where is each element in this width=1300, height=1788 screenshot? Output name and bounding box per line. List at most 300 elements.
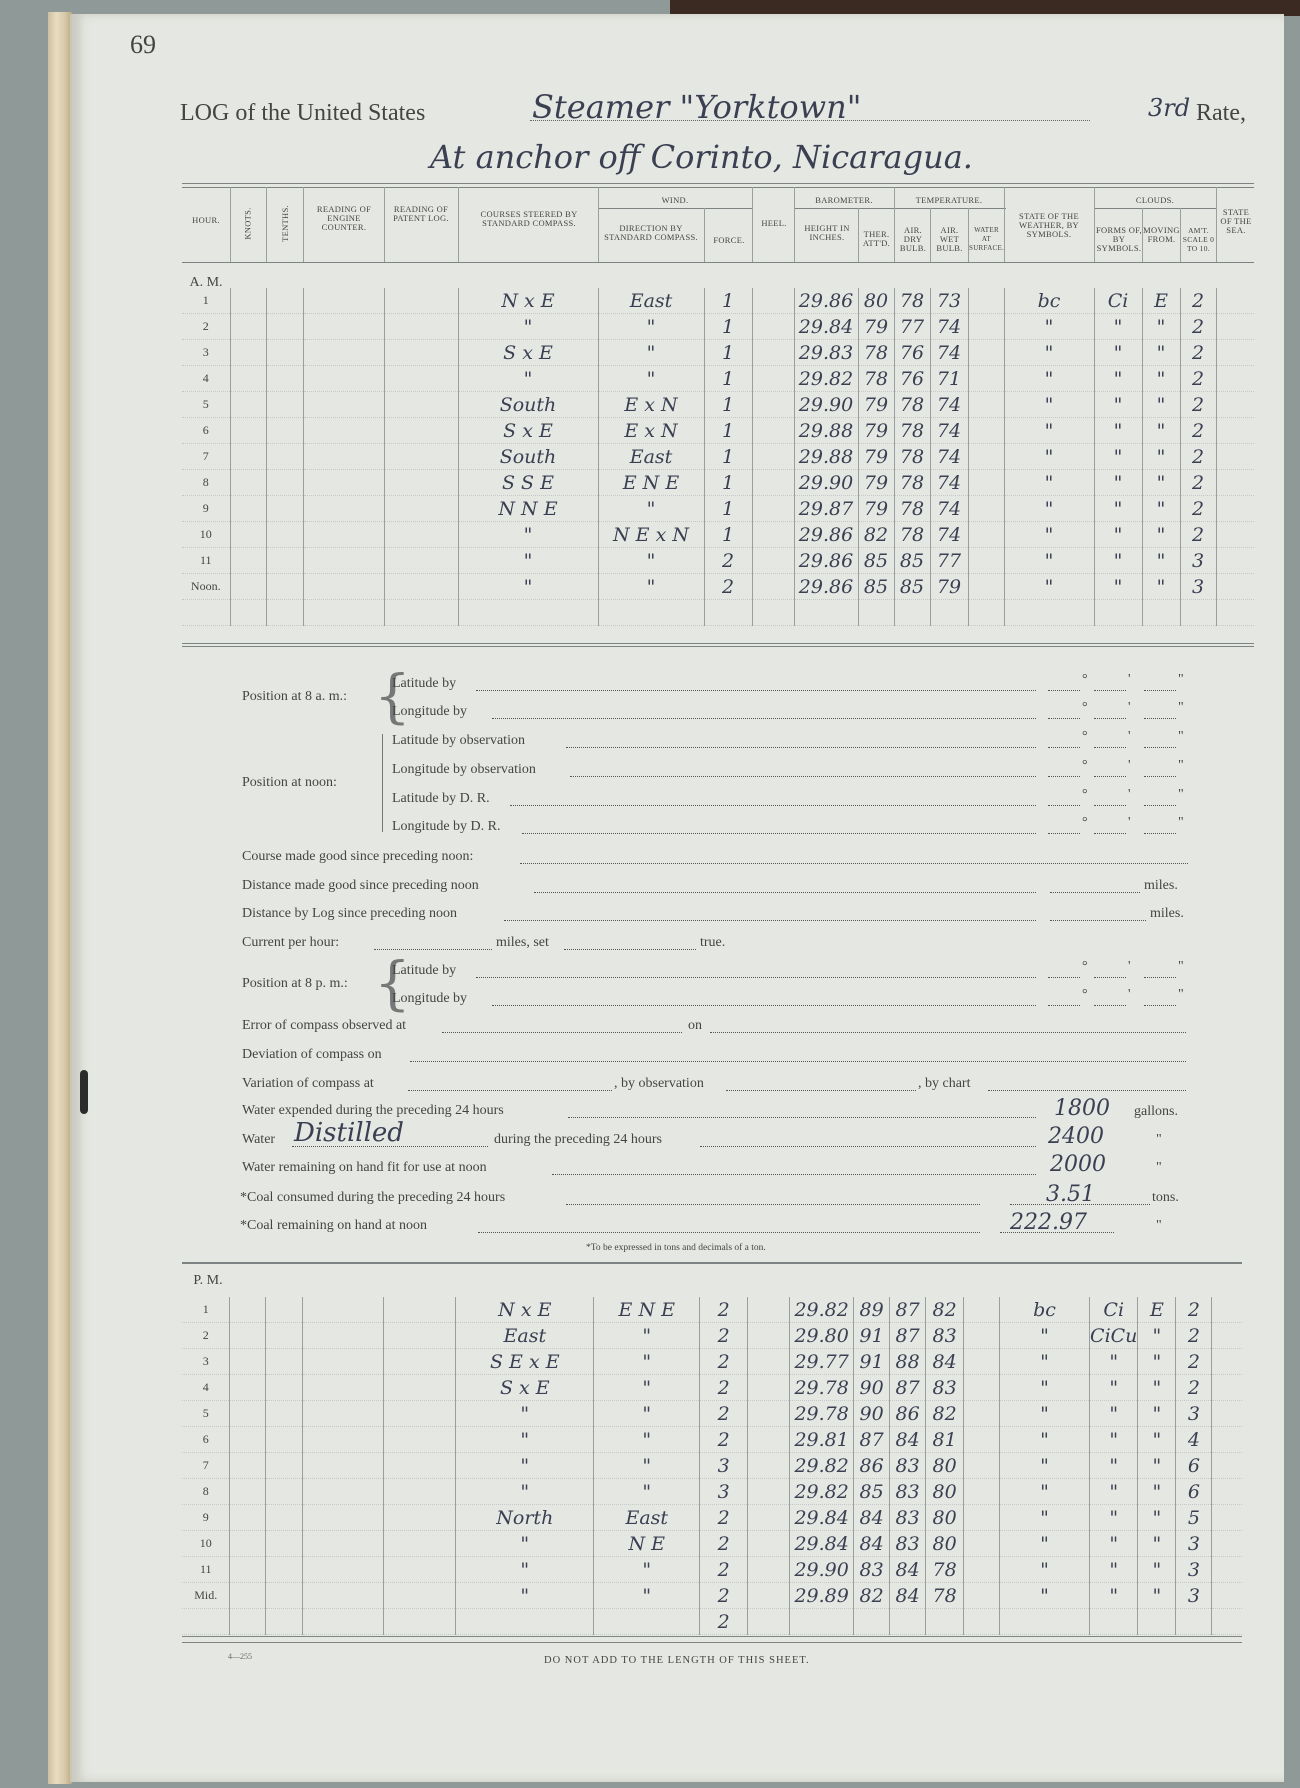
position-min-blank (1094, 747, 1126, 748)
engine-counter-cell (303, 444, 384, 470)
barometer-ther-cell: 83 (854, 1557, 890, 1583)
course-cell: S x E (458, 418, 598, 444)
col-temperature: TEMPERATURE. (915, 195, 983, 205)
position-deg-blank (1048, 1005, 1080, 1006)
barometer-ther-cell: 84 (854, 1531, 890, 1557)
weather-cell: bc (1000, 1297, 1090, 1323)
pos-8pm-lat-line (476, 977, 1036, 978)
barometer-ther-cell: 85 (858, 574, 894, 600)
cloud-moving-cell: " (1142, 574, 1180, 600)
cloud-moving-cell: " (1138, 1427, 1176, 1453)
barometer-height-cell: 29.78 (790, 1375, 854, 1401)
water-remaining-label: Water remaining on hand fit for use at noon (242, 1160, 487, 1175)
wind-force-cell: 2 (700, 1375, 748, 1401)
position-sec-blank (1144, 747, 1176, 748)
col-hour: HOUR. (192, 215, 220, 225)
air-wet-cell: 77 (930, 548, 968, 574)
cloud-amount-cell: 2 (1180, 366, 1216, 392)
weather-cell (1000, 1609, 1090, 1635)
course-cell: " (458, 574, 598, 600)
hour-cell: 5 (182, 1401, 230, 1427)
table-row (182, 444, 1254, 470)
air-dry-cell: 84 (890, 1583, 926, 1609)
weather-cell (1004, 600, 1094, 626)
course-cell: S x E (458, 340, 598, 366)
sea-state-cell (1216, 314, 1254, 340)
cloud-forms-cell: " (1090, 1479, 1138, 1505)
course-made-label: Course made good since preceding noon: (242, 849, 474, 864)
cloud-moving-cell: " (1142, 340, 1180, 366)
hour-cell: 11 (182, 548, 230, 574)
pos-8pm-lat-label: Latitude by (392, 963, 457, 978)
barometer-ther-cell: 79 (858, 418, 894, 444)
barometer-height-cell: 29.90 (790, 1557, 854, 1583)
barometer-height-cell: 29.86 (794, 574, 858, 600)
sea-state-cell (1216, 600, 1254, 626)
position-sec-mark: " (1178, 758, 1184, 773)
knots-cell (230, 1297, 266, 1323)
hour-cell: 1 (182, 1297, 230, 1323)
barometer-ther-cell: 82 (854, 1583, 890, 1609)
cloud-moving-cell (1142, 600, 1180, 626)
air-dry-cell: 88 (890, 1349, 926, 1375)
position-deg-blank (1048, 833, 1080, 834)
position-deg-blank (1048, 690, 1080, 691)
col-courses: COURSES STEERED BY STANDARD COMPASS. (480, 209, 578, 228)
cloud-forms-cell: Ci (1090, 1297, 1138, 1323)
knots-cell (230, 1401, 266, 1427)
air-wet-cell: 74 (930, 496, 968, 522)
table-row (182, 1297, 1242, 1323)
am-table-rule-2 (182, 646, 1254, 647)
tenths-cell (266, 444, 303, 470)
vessel-name: Steamer "Yorktown" (532, 88, 862, 126)
pos-noon-lon-obs-line (570, 776, 1036, 777)
form-number: 4—255 (228, 1652, 252, 1661)
heel-cell (748, 1401, 790, 1427)
pm-log-table (182, 1297, 1242, 1635)
air-wet-cell: 81 (926, 1427, 964, 1453)
deviation-line (410, 1061, 1186, 1062)
weather-cell: " (1004, 548, 1094, 574)
air-dry-cell (890, 1609, 926, 1635)
knots-cell (230, 340, 266, 366)
course-cell: South (458, 444, 598, 470)
hour-cell: 3 (182, 1349, 230, 1375)
coal-remaining-ditto: " (1156, 1218, 1162, 1233)
position-sec-blank (1144, 690, 1176, 691)
patent-log-cell (384, 288, 458, 314)
coal-consumed-label: *Coal consumed during the preceding 24 hours (240, 1190, 506, 1205)
wind-direction-cell: East (598, 288, 704, 314)
cloud-forms-cell: " (1090, 1531, 1138, 1557)
wind-direction-cell: N E x N (598, 522, 704, 548)
water-temp-cell (964, 1401, 1000, 1427)
air-wet-cell: 80 (926, 1531, 964, 1557)
patent-log-cell (384, 574, 458, 600)
hour-cell: 2 (182, 1323, 230, 1349)
water-expended-gallons: gallons. (1134, 1104, 1178, 1119)
sea-state-cell (1216, 366, 1254, 392)
table-row (182, 1609, 1242, 1635)
weather-cell: " (1000, 1583, 1090, 1609)
air-wet-cell: 71 (930, 366, 968, 392)
heel-cell (748, 1453, 790, 1479)
wind-force-cell: 1 (704, 496, 752, 522)
cloud-forms-cell: " (1090, 1583, 1138, 1609)
hdr-div (384, 187, 385, 262)
air-dry-cell: 85 (894, 574, 930, 600)
position-min-blank (1094, 690, 1126, 691)
weather-cell: " (1000, 1479, 1090, 1505)
weather-cell: " (1000, 1323, 1090, 1349)
table-row (182, 1375, 1242, 1401)
water-temp-cell (968, 444, 1004, 470)
col-tenths: TENTHS. (279, 205, 290, 242)
engine-counter-cell (303, 314, 384, 340)
cloud-forms-cell: " (1094, 340, 1142, 366)
cloud-amount-cell: 2 (1180, 444, 1216, 470)
course-cell: East (456, 1323, 594, 1349)
water-remaining-line (552, 1174, 1036, 1175)
cloud-forms-cell (1090, 1609, 1138, 1635)
wind-force-cell: 2 (700, 1557, 748, 1583)
position-sec-blank (1144, 1005, 1176, 1006)
course-cell: " (458, 314, 598, 340)
engine-counter-cell (303, 1349, 384, 1375)
pos-noon-lon-obs-label: Longitude by observation (392, 762, 536, 777)
distance-log-line (504, 920, 1036, 921)
hour-cell: 6 (182, 1427, 230, 1453)
air-dry-cell: 78 (894, 288, 930, 314)
water-temp-cell (968, 522, 1004, 548)
heel-cell (752, 574, 794, 600)
pos-noon-lat-obs-label: Latitude by observation (392, 733, 525, 748)
book-binding (48, 12, 72, 1784)
heel-cell (748, 1583, 790, 1609)
air-wet-cell: 74 (930, 470, 968, 496)
engine-counter-cell (303, 1505, 384, 1531)
engine-counter-cell (303, 1479, 384, 1505)
water-remaining-value: 2000 (1050, 1152, 1106, 1177)
patent-log-cell (384, 1427, 456, 1453)
hour-cell: 7 (182, 444, 230, 470)
barometer-ther-cell: 79 (858, 496, 894, 522)
pos-noon-lon-dr-line (522, 833, 1036, 834)
barometer-height-cell: 29.82 (790, 1453, 854, 1479)
barometer-height-cell: 29.89 (790, 1583, 854, 1609)
patent-log-cell (384, 1531, 456, 1557)
water-expended-value: 1800 (1054, 1096, 1110, 1121)
distance-made-line (534, 892, 1036, 893)
wind-direction-cell: " (598, 314, 704, 340)
heel-cell (748, 1375, 790, 1401)
temperature-subrule (868, 208, 1006, 209)
weather-cell: " (1004, 496, 1094, 522)
barometer-ther-cell: 87 (854, 1427, 890, 1453)
barometer-height-cell: 29.83 (794, 340, 858, 366)
course-cell: " (456, 1531, 594, 1557)
patent-log-cell (384, 366, 458, 392)
cloud-moving-cell: " (1142, 418, 1180, 444)
air-dry-cell: 78 (894, 496, 930, 522)
position-min-blank (1094, 718, 1126, 719)
table-row (182, 522, 1254, 548)
sea-state-cell (1212, 1401, 1242, 1427)
position-sec-blank (1144, 776, 1176, 777)
deviation-label: Deviation of compass on (242, 1047, 382, 1062)
pos-8pm-lon-line (492, 1005, 1036, 1006)
heel-cell (748, 1609, 790, 1635)
hour-cell: Mid. (182, 1583, 230, 1609)
error-compass-label: Error of compass observed at (242, 1018, 407, 1033)
water-temp-cell (964, 1427, 1000, 1453)
hour-cell: 8 (182, 470, 230, 496)
footnote: *To be expressed in tons and decimals of a ton. (586, 1243, 766, 1253)
position-deg-mark: ° (1082, 700, 1088, 715)
engine-counter-cell (303, 288, 384, 314)
engine-counter-cell (303, 1375, 384, 1401)
heel-cell (748, 1557, 790, 1583)
hdr-div (704, 208, 705, 262)
rate-value: 3rd (1148, 94, 1191, 122)
patent-log-cell (384, 1557, 456, 1583)
col-air-dry: AIR. DRY BULB. (899, 225, 927, 253)
tenths-cell (266, 470, 303, 496)
wind-direction-cell: East (594, 1505, 700, 1531)
sea-state-cell (1212, 1297, 1242, 1323)
cloud-amount-cell: 3 (1176, 1583, 1212, 1609)
barometer-height-cell (794, 600, 858, 626)
course-cell: S S E (458, 470, 598, 496)
table-row (182, 1557, 1242, 1583)
rate-label: Rate, (1196, 100, 1246, 126)
knots-cell (230, 470, 266, 496)
sea-state-cell (1212, 1375, 1242, 1401)
knots-cell (230, 418, 266, 444)
air-wet-cell: 83 (926, 1323, 964, 1349)
wind-force-cell: 2 (700, 1531, 748, 1557)
barometer-height-cell: 29.90 (794, 392, 858, 418)
cloud-forms-cell: " (1090, 1401, 1138, 1427)
knots-cell (230, 1427, 266, 1453)
air-dry-cell: 77 (894, 314, 930, 340)
water-temp-cell (964, 1557, 1000, 1583)
air-wet-cell: 82 (926, 1401, 964, 1427)
tenths-cell (266, 548, 303, 574)
engine-counter-cell (303, 1401, 384, 1427)
coal-remaining-label: *Coal remaining on hand at noon (240, 1218, 428, 1233)
water-temp-cell (968, 418, 1004, 444)
hour-cell (182, 600, 230, 626)
pos-noon-label: Position at noon: (242, 775, 337, 790)
wind-direction-cell: " (594, 1401, 700, 1427)
patent-log-cell (384, 340, 458, 366)
barometer-ther-cell: 79 (858, 470, 894, 496)
am-log-table (182, 288, 1254, 626)
patent-log-cell (384, 1375, 456, 1401)
air-dry-cell: 87 (890, 1297, 926, 1323)
cloud-amount-cell (1180, 600, 1216, 626)
current-label: Current per hour: (242, 935, 340, 950)
weather-cell: " (1000, 1505, 1090, 1531)
air-wet-cell: 74 (930, 392, 968, 418)
water-distilled-label: during the preceding 24 hours (494, 1132, 662, 1147)
cloud-moving-cell: " (1142, 522, 1180, 548)
barometer-height-cell: 29.88 (794, 444, 858, 470)
patent-log-cell (384, 522, 458, 548)
wind-direction-cell: " (594, 1557, 700, 1583)
cloud-amount-cell: 2 (1180, 418, 1216, 444)
table-row (182, 1427, 1242, 1453)
water-remaining-ditto: " (1156, 1160, 1162, 1175)
patent-log-cell (384, 1401, 456, 1427)
error-compass-on-line (710, 1032, 1186, 1033)
barometer-ther-cell: 89 (854, 1297, 890, 1323)
col-heel: HEEL. (761, 218, 787, 228)
barometer-ther-cell: 85 (858, 548, 894, 574)
sea-state-cell (1212, 1479, 1242, 1505)
barometer-height-cell: 29.84 (790, 1531, 854, 1557)
patent-log-cell (384, 1349, 456, 1375)
cloud-forms-cell: " (1094, 314, 1142, 340)
hour-cell: 11 (182, 1557, 230, 1583)
position-deg-mark: ° (1082, 959, 1088, 974)
water-temp-cell (968, 366, 1004, 392)
tenths-cell (266, 1479, 303, 1505)
barometer-ther-cell: 80 (858, 288, 894, 314)
wind-force-cell: 2 (700, 1323, 748, 1349)
course-cell: " (456, 1453, 594, 1479)
cloud-amount-cell: 6 (1176, 1479, 1212, 1505)
tenths-cell (266, 496, 303, 522)
wind-direction-cell: " (594, 1323, 700, 1349)
air-wet-cell: 80 (926, 1453, 964, 1479)
wind-force-cell: 2 (700, 1583, 748, 1609)
heel-cell (748, 1349, 790, 1375)
barometer-height-cell: 29.84 (790, 1505, 854, 1531)
weather-cell: " (1000, 1401, 1090, 1427)
knots-cell (230, 522, 266, 548)
patent-log-cell (384, 496, 458, 522)
cloud-moving-cell: " (1138, 1323, 1176, 1349)
cloud-amount-cell: 5 (1176, 1505, 1212, 1531)
position-deg-mark: ° (1082, 815, 1088, 830)
cloud-forms-cell: " (1090, 1349, 1138, 1375)
weather-cell: " (1004, 340, 1094, 366)
water-distilled-handwritten: Distilled (294, 1118, 404, 1148)
hdr-div (752, 187, 753, 262)
sea-state-cell (1212, 1427, 1242, 1453)
heel-cell (752, 366, 794, 392)
col-patent-log: READING OF PATENT LOG. (393, 204, 449, 223)
hour-cell: 9 (182, 496, 230, 522)
position-deg-blank (1048, 718, 1080, 719)
table-row (182, 470, 1254, 496)
engine-counter-cell (303, 1583, 384, 1609)
tenths-cell (266, 1427, 303, 1453)
wind-direction-cell: " (594, 1427, 700, 1453)
wind-direction-cell: N E (594, 1531, 700, 1557)
table-row (182, 1505, 1242, 1531)
wind-force-cell: 1 (704, 418, 752, 444)
col-weather: STATE OF THE WEATHER, BY SYMBOLS. (1019, 211, 1079, 239)
hour-cell: 5 (182, 392, 230, 418)
heel-cell (748, 1479, 790, 1505)
cloud-amount-cell: 2 (1180, 314, 1216, 340)
hour-cell: 10 (182, 1531, 230, 1557)
cloud-forms-cell: " (1094, 418, 1142, 444)
pos-8pm-lon-label: Longitude by (392, 991, 468, 1006)
weather-cell: " (1000, 1427, 1090, 1453)
pos-8am-lat-label: Latitude by (392, 676, 457, 691)
air-dry-cell: 83 (890, 1531, 926, 1557)
water-temp-cell (968, 496, 1004, 522)
coal-consumed-line (566, 1204, 980, 1205)
hdr-div (303, 187, 304, 262)
cloud-moving-cell: " (1142, 314, 1180, 340)
cloud-forms-cell: " (1094, 392, 1142, 418)
knots-cell (230, 1323, 266, 1349)
patent-log-cell (384, 1453, 456, 1479)
position-min-blank (1094, 977, 1126, 978)
course-cell: N x E (458, 288, 598, 314)
air-wet-cell: 83 (926, 1375, 964, 1401)
engine-counter-cell (303, 392, 384, 418)
cloud-forms-cell: " (1090, 1505, 1138, 1531)
wind-force-cell: 2 (700, 1505, 748, 1531)
table-row (182, 418, 1254, 444)
barometer-height-cell: 29.84 (794, 314, 858, 340)
cloud-amount-cell: 3 (1180, 548, 1216, 574)
course-cell: N x E (456, 1297, 594, 1323)
cloud-amount-cell: 3 (1176, 1531, 1212, 1557)
cloud-moving-cell: " (1138, 1375, 1176, 1401)
water-distilled-word-line (292, 1146, 488, 1147)
knots-cell (230, 314, 266, 340)
barometer-ther-cell: 79 (858, 314, 894, 340)
position-sec-mark: " (1178, 787, 1184, 802)
course-cell (458, 600, 598, 626)
barometer-height-cell: 29.82 (794, 366, 858, 392)
barometer-height-cell (790, 1609, 854, 1635)
patent-log-cell (384, 1583, 456, 1609)
sea-state-cell (1216, 288, 1254, 314)
engine-counter-cell (303, 1531, 384, 1557)
barometer-ther-cell: 78 (858, 366, 894, 392)
col-clouds: CLOUDS. (1135, 195, 1175, 205)
position-deg-blank (1048, 776, 1080, 777)
knots-cell (230, 496, 266, 522)
pos-noon-lat-dr-label: Latitude by D. R. (392, 791, 490, 806)
wind-direction-cell: " (598, 496, 704, 522)
weather-cell: " (1004, 444, 1094, 470)
cloud-forms-cell: " (1090, 1557, 1138, 1583)
knots-cell (230, 1479, 266, 1505)
wind-direction-cell: " (598, 340, 704, 366)
cloud-moving-cell: " (1142, 470, 1180, 496)
coal-consumed-value: 3.51 (1046, 1182, 1095, 1207)
cloud-amount-cell: 3 (1180, 574, 1216, 600)
pm-label: P. M. (193, 1273, 223, 1288)
wind-direction-cell (598, 600, 704, 626)
pos-noon-lat-obs-line (566, 747, 1036, 748)
water-expended-line (568, 1117, 1036, 1118)
position-min-mark: ' (1128, 959, 1131, 974)
tenths-cell (266, 1557, 303, 1583)
water-temp-cell (968, 600, 1004, 626)
patent-log-cell (384, 314, 458, 340)
